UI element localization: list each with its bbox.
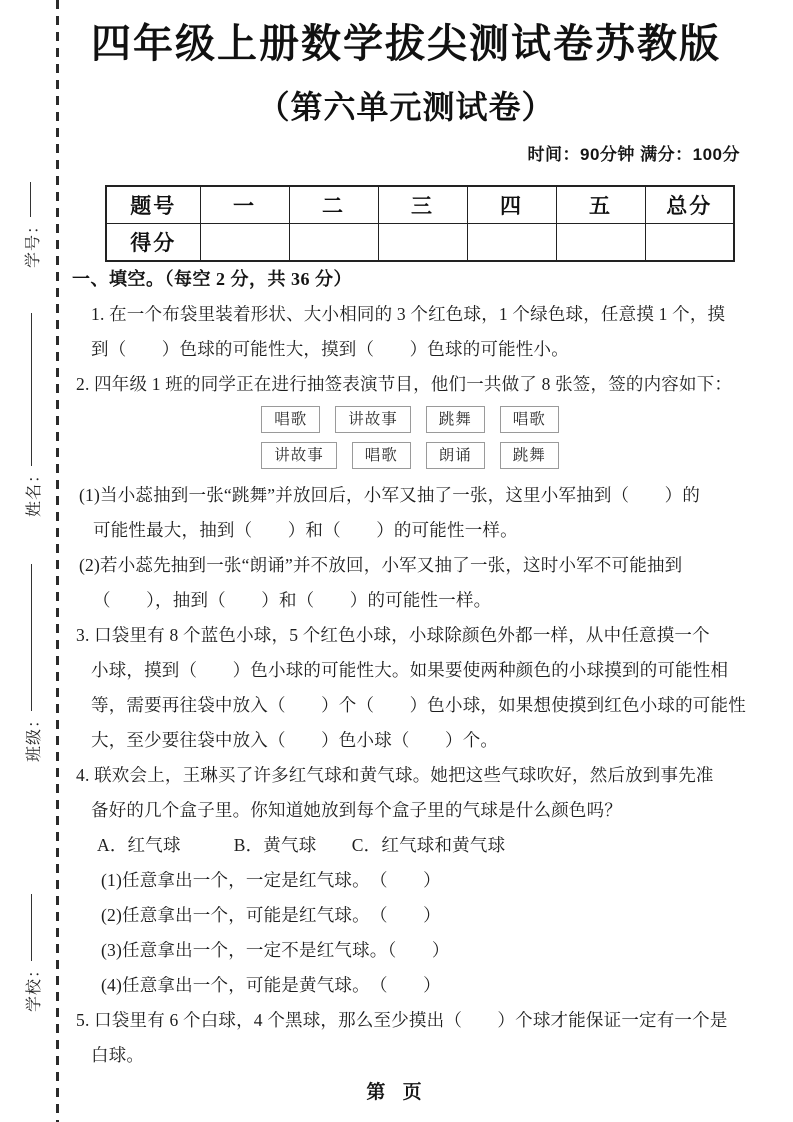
question-4-item: (1)任意拿出一个，一定是红气球。 （ ） [101,870,441,890]
paper-title: 四年级上册数学拔尖测试卷苏教版 [91,22,721,66]
sign-box: 跳舞 [426,406,485,433]
student-name-blank-line [29,313,32,466]
time-and-score-info: 时间：90分钟 满分：100分 [527,145,740,164]
student-id-field [20,182,42,268]
question-4-line: 备好的几个盒子里。你知道她放到每个盒子里的气球是什么颜色吗？ [91,800,622,820]
question-2-sub-line: （ ），抽到（ ）和（ ）的可能性一样。 [93,590,492,610]
sign-box: 唱歌 [500,406,559,433]
sign-box: 朗诵 [426,442,485,469]
question-5-line: 白球。 [91,1045,145,1065]
question-3-line: 3. 口袋里有 8 个蓝色小球，5 个红色小球，小球除颜色外都一样，从中任意摸一个 [76,625,710,645]
questions-content [72,262,748,1073]
question-4-options: A．红气球 B．黄气球 C．红气球和黄气球 [97,835,506,855]
question-4-item: (3)任意拿出一个，一定不是红气球。（ ） [101,940,450,960]
sign-box: 讲故事 [261,442,337,469]
paper-header [72,0,740,165]
score-table [105,185,735,262]
score-table-header-cell: 二 [289,186,378,224]
class-label: 班级： [25,710,43,762]
paper-subtitle: （第六单元测试卷） [257,89,555,125]
score-table-header-row [106,186,734,224]
student-id-label: 学号： [24,216,42,268]
score-cell-empty [556,224,645,262]
question-3-line: 大，至少要往袋中放入（ ）色小球（ ）个。 [91,730,499,750]
sign-box: 讲故事 [335,406,411,433]
question-4-item: (4)任意拿出一个，可能是黄气球。 （ ） [101,975,441,995]
question-3-line: 等，需要再往袋中放入（ ）个（ ）色小球，如果想使摸到红色小球的可能性 [91,695,746,715]
score-row-label: 得分 [106,224,200,262]
signs-row-2 [72,442,748,469]
question-2-sub-line: (2)若小蕊先抽到一张“朗诵”并不放回，小军又抽了一张，这时小军不可能抽到 [79,555,683,575]
student-name-label: 姓名： [25,465,43,517]
score-table-header-cell: 三 [378,186,467,224]
school-blank-line [29,894,32,961]
score-table-header-cell: 题号 [106,186,200,224]
student-name-field [21,313,43,517]
question-2-sub-line: (1)当小蕊抽到一张“跳舞”并放回后，小军又抽了一张，这里小军抽到（ ）的 [79,485,701,505]
question-4-item: (2)任意拿出一个，可能是红气球。 （ ） [101,905,441,925]
score-table-header-cell: 四 [467,186,556,224]
school-field [21,894,43,1012]
score-cell-empty [645,224,734,262]
school-label: 学校： [25,960,43,1012]
student-id-blank-line [28,182,31,217]
sign-box: 唱歌 [261,406,320,433]
sign-box: 跳舞 [500,442,559,469]
question-3-line: 小球，摸到（ ）色小球的可能性大。如果要使两种颜色的小球摸到的可能性相 [91,660,729,680]
score-table-header-cell: 总分 [645,186,734,224]
question-2-sub-line: 可能性最大，抽到（ ）和（ ）的可能性一样。 [93,520,518,540]
question-1-line: 1. 在一个布袋里装着形状、大小相同的 3 个红色球，1 个绿色球，任意摸 1 个，摸 [91,304,726,324]
score-cell-empty [200,224,289,262]
question-2-intro: 2. 四年级 1 班的同学正在进行抽签表演节目，他们一共做了 8 张签，签的内容如下： [76,374,733,394]
score-cell-empty [378,224,467,262]
signs-row-1 [72,406,748,433]
lottery-signs-grid [72,406,748,469]
score-table-header-cell: 一 [200,186,289,224]
score-table-header-cell: 五 [556,186,645,224]
section-one-heading: 一、填空。（每空 2 分，共 36 分） [72,269,352,289]
class-blank-line [29,564,32,711]
sign-box: 唱歌 [352,442,411,469]
question-4-line: 4. 联欢会上，王琳买了许多红气球和黄气球。她把这些气球吹好，然后放到事先准 [76,765,714,785]
class-field [21,564,43,762]
score-cell-empty [289,224,378,262]
question-5-line: 5. 口袋里有 6 个白球，4 个黑球，那么至少摸出（ ）个球才能保证一定有一个是 [76,1010,728,1030]
score-cell-empty [467,224,556,262]
score-table-score-row [106,224,734,262]
binding-dashed-line [56,0,59,1122]
page-footer: 第 页 [366,1082,428,1103]
question-1-line: 到（ ）色球的可能性大，摸到（ ）色球的可能性小。 [91,339,569,359]
